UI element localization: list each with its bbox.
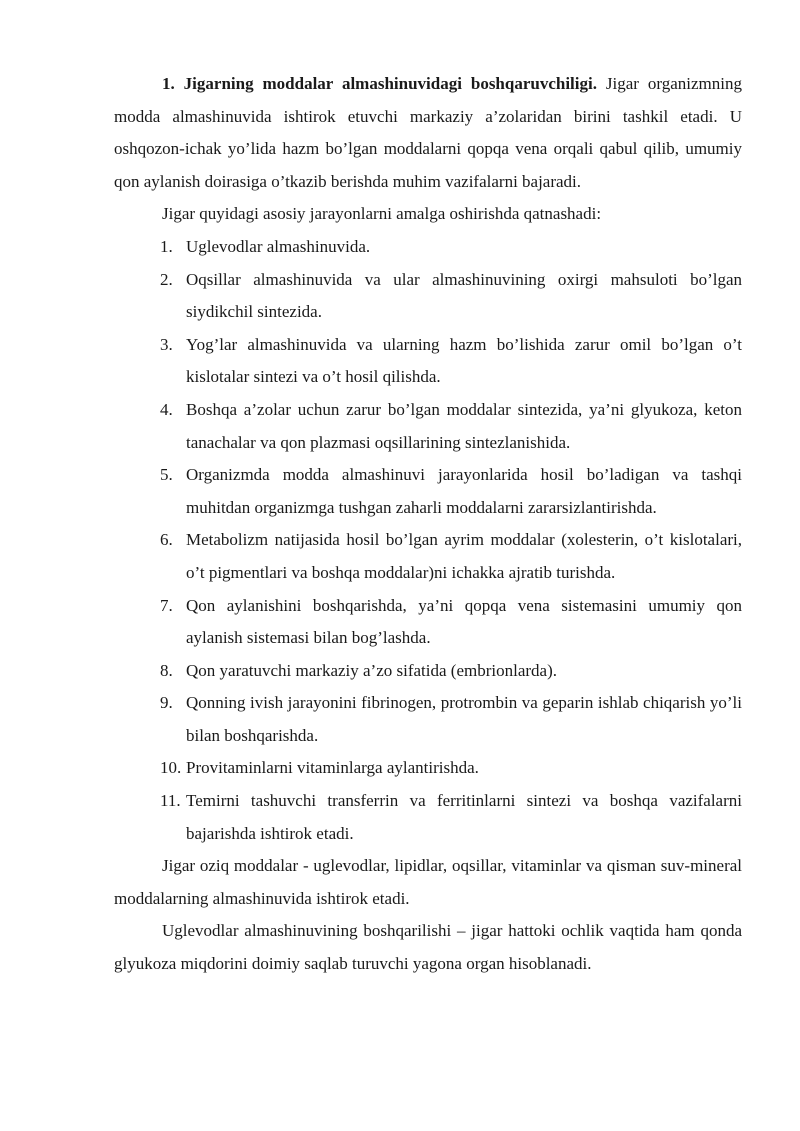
list-item-number: 9.: [160, 693, 173, 713]
list-item: [114, 524, 742, 589]
list-item: [114, 590, 742, 655]
heading-paragraph: [114, 68, 742, 198]
list-item-number: 8.: [160, 660, 173, 680]
list-item-text: Temirni tashuvchi transferrin va ferritinlarni sintezi va boshqa vazifalarni bajarishda ishtirok etadi.: [186, 791, 742, 843]
list-item: [114, 752, 742, 785]
list-item-text: Provitaminlarni vitaminlarga aylantirishda.: [186, 758, 479, 778]
function-list: [114, 231, 742, 850]
list-item-number: 10.: [160, 758, 182, 778]
list-item-number: 1.: [160, 236, 173, 256]
list-item-number: 2.: [160, 269, 173, 289]
list-item-text: Qon aylanishini boshqarishda, ya’ni qopqa vena sistemasini umumiy qon aylanish sistemasi bilan bog’lashda.: [186, 595, 742, 648]
list-item: [114, 394, 742, 459]
list-item-number: 11.: [160, 791, 181, 811]
list-item-text: Uglevodlar almashinuvida.: [186, 236, 371, 256]
list-item-text: Qonning ivish jarayonini fibrinogen, protrombin va geparin ishlab chiqarish yo’li bilan boshqarishda.: [186, 693, 742, 745]
list-item: [114, 687, 742, 752]
list-item-text: Yog’lar almashinuvida va ularning hazm bo’lishida zarur omil bo’lgan o’t kislotalar sintezi va o’t hosil qilishda.: [186, 334, 742, 387]
heading-number: 1.: [162, 74, 175, 93]
heading-title: Jigarning moddalar almashinuvidagi boshqaruvchiligi.: [183, 74, 597, 93]
list-item-number: 6.: [160, 530, 173, 550]
heading-text: Jigar organizmning modda almashinuvida ishtirok etuvchi markaziy a’zolaridan birini tashkil etadi. U oshqozon-ichak yo’lida hazm bo’lgan moddalarni qopqa vena orqali qabul qilib, umumiy qon aylanish doirasiga o’tkazib berishda muhim vazifalarni bajaradi.: [114, 74, 742, 191]
list-item: [114, 655, 742, 688]
list-item-number: 3.: [160, 334, 173, 354]
list-item-number: 5.: [160, 465, 173, 485]
list-item-text: Organizmda modda almashinuvi jarayonlarida hosil bo’ladigan va tashqi muhitdan organizmga tushgan zaharli moddalarni zararsizlantirishda.: [186, 465, 742, 517]
list-item-text: Metabolizm natijasida hosil bo’lgan ayrim moddalar (xolesterin, o’t kislotalari, o’t pigmentlari va boshqa moddalar)ni ichakka ajratib turishda.: [186, 530, 742, 582]
list-item-number: 7.: [160, 595, 173, 615]
carbs-paragraph: Uglevodlar almashinuvining boshqarilishi – jigar hattoki ochlik vaqtida ham qonda glyukoza miqdorini doimiy saqlab turuvchi yagona organ hisoblanadi.: [114, 921, 742, 974]
list-item-text: Boshqa a’zolar uchun zarur bo’lgan moddalar sintezida, ya’ni glyukoza, keton tanachalar va qon plazmasi oqsillarining sintezlanishida.: [186, 399, 742, 452]
intro-paragraph: Jigar quyidagi asosiy jarayonlarni amalga oshirishda qatnashadi:: [162, 204, 602, 224]
list-item: [114, 785, 742, 850]
nutrients-paragraph: Jigar oziq moddalar - uglevodlar, lipidlar, oqsillar, vitaminlar va qisman suv-mineral moddalarning almashinuvida ishtirok etadi.: [114, 856, 742, 908]
list-item: [114, 329, 742, 394]
list-item-text: Qon yaratuvchi markaziy a’zo sifatida (embrionlarda).: [186, 660, 558, 680]
list-item: [114, 459, 742, 524]
list-item-text: Oqsillar almashinuvida va ular almashinuvining oxirgi mahsuloti bo’lgan siydikchil sintezida.: [186, 269, 742, 322]
list-item-number: 4.: [160, 399, 173, 419]
list-item: [114, 264, 742, 329]
list-item: [114, 231, 742, 264]
